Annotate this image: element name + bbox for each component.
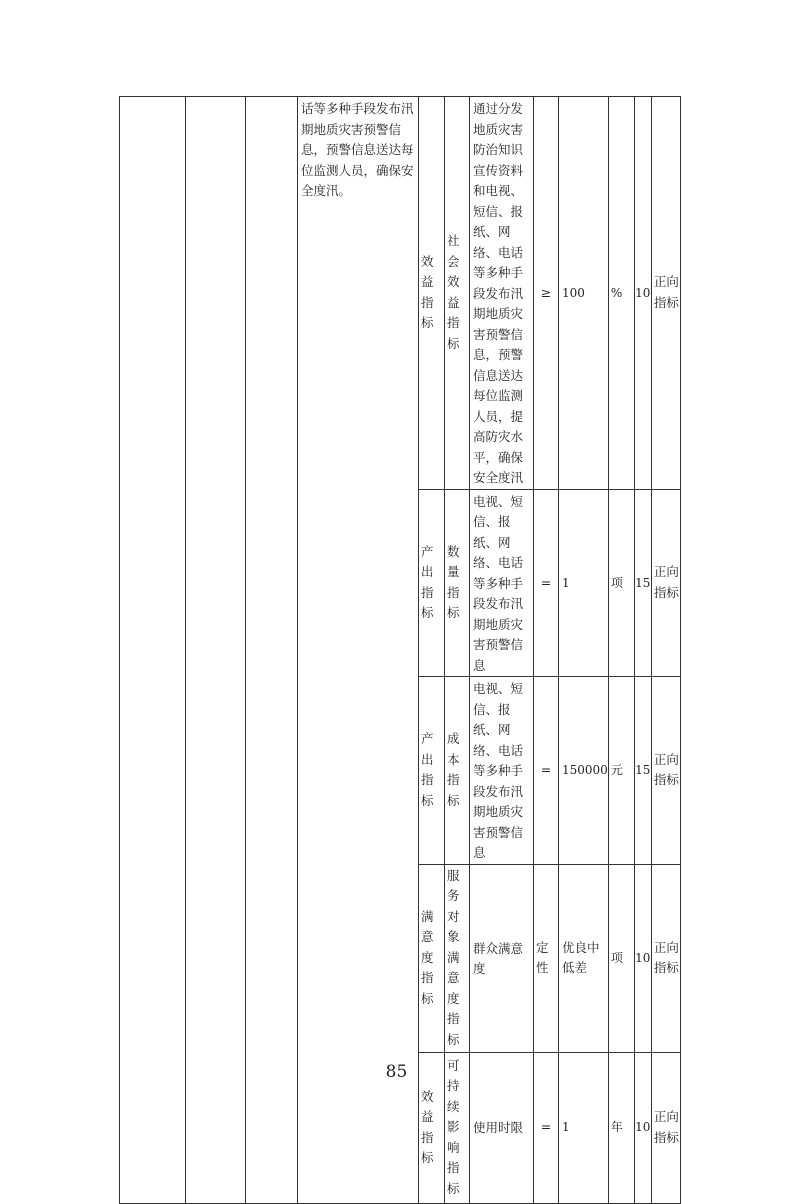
- unit: 项: [608, 864, 634, 1052]
- target-value: 100: [559, 97, 609, 490]
- weight: 15: [634, 677, 651, 865]
- operator: =: [534, 677, 559, 865]
- weight: 10: [634, 97, 651, 490]
- direction: 正向指标: [651, 489, 680, 677]
- unit: 年: [608, 1052, 634, 1203]
- target-value: 150000: [559, 677, 609, 865]
- operator: ≥: [534, 97, 559, 490]
- direction: 正向指标: [651, 864, 680, 1052]
- category-level2: 可 持 续 影 响 指 标: [445, 1052, 470, 1203]
- unit: %: [608, 97, 634, 490]
- direction: 正向指标: [651, 1052, 680, 1203]
- direction: 正向指标: [651, 97, 680, 490]
- category-level2: 成 本 指 标: [445, 677, 470, 865]
- category-level1: 产 出 指 标: [419, 677, 445, 865]
- table-row: [120, 97, 681, 490]
- indicator-table: [119, 96, 681, 1204]
- target-value: 1: [559, 489, 609, 677]
- indicator-content: 使用时限: [470, 1052, 534, 1203]
- category-level2: 数 量 指 标: [445, 489, 470, 677]
- empty-cell: [120, 97, 186, 1204]
- category-level1: 产 出 指 标: [419, 489, 445, 677]
- weight: 10: [634, 864, 651, 1052]
- operator: 定性: [534, 864, 559, 1052]
- operator: =: [534, 1052, 559, 1203]
- weight: 15: [634, 489, 651, 677]
- unit: 元: [608, 677, 634, 865]
- indicator-content: 电视、短信、报纸、网络、电话等多种手段发布汛期地质灾害预警信息: [470, 489, 534, 677]
- empty-cell: [186, 97, 246, 1204]
- page-number: 85: [385, 1062, 408, 1082]
- category-level1: 效 益 指 标: [419, 1052, 445, 1203]
- target-value: 优良中低差: [559, 864, 609, 1052]
- target-value: 1: [559, 1052, 609, 1203]
- project-description: 话等多种手段发布汛期地质灾害预警信息，预警信息送达每位监测人员，确保安全度汛。: [298, 97, 419, 1204]
- category-level2: 社 会 效 益 指 标: [445, 97, 470, 490]
- direction: 正向指标: [651, 677, 680, 865]
- category-level2: 服 务 对 象 满 意 度 指 标: [445, 864, 470, 1052]
- category-level1: 效 益 指 标: [419, 97, 445, 490]
- indicator-content: 通过分发地质灾害防治知识宣传资料和电视、短信、报纸、网络、电话等多种手段发布汛期地质灾害预警信息，预警信息送达每位监测人员，提高防灾水平，确保安全度汛: [470, 97, 534, 490]
- category-level1: 满 意 度 指 标: [419, 864, 445, 1052]
- indicator-content: 群众满意度: [470, 864, 534, 1052]
- operator: =: [534, 489, 559, 677]
- indicator-content: 电视、短信、报纸、网络、电话等多种手段发布汛期地质灾害预警信息: [470, 677, 534, 865]
- weight: 10: [634, 1052, 651, 1203]
- unit: 项: [608, 489, 634, 677]
- empty-cell: [246, 97, 298, 1204]
